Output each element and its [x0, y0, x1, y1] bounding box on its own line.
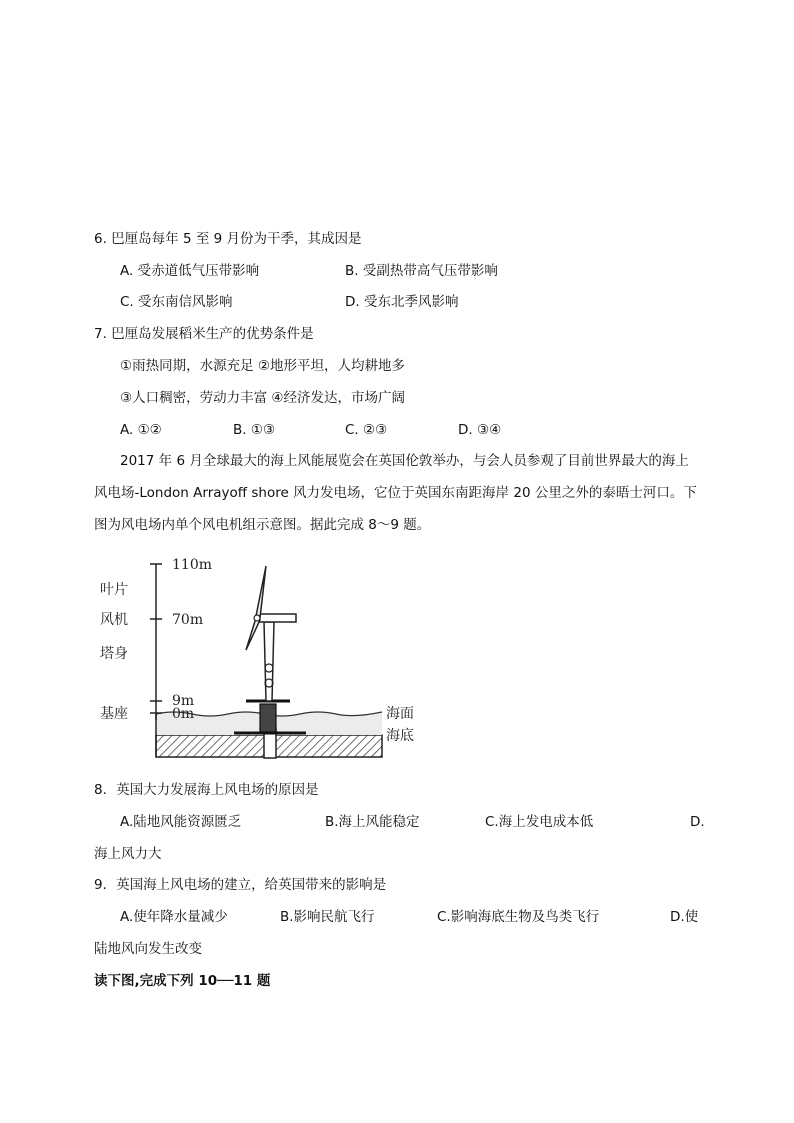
- q7-condition-line-1: ①雨热同期，水源充足 ②地形平坦，人均耕地多: [120, 358, 405, 374]
- q6-option-d: D. 受东北季风影响: [345, 294, 459, 310]
- label-tower: 塔身: [100, 646, 128, 662]
- label-blade: 叶片: [100, 582, 128, 598]
- hub: [254, 615, 260, 621]
- label-base: 基座: [100, 706, 128, 722]
- q6-stem: 6. 巴厘岛每年 5 至 9 月份为干季，其成因是: [94, 231, 362, 247]
- q9-option-a: A.使年降水量减少: [120, 909, 228, 925]
- label-nacelle: 风机: [100, 612, 128, 628]
- q7-option-b: B. ①③: [233, 422, 276, 438]
- q7-option-a: A. ①②: [120, 422, 162, 438]
- q7-option-c: C. ②③: [345, 422, 388, 438]
- q9-stem: 9．英国海上风电场的建立，给英国带来的影响是: [94, 877, 387, 893]
- q8-option-c: C.海上发电成本低: [485, 814, 594, 830]
- q9-option-b: B.影响民航飞行: [280, 909, 375, 925]
- q8-option-b: B.海上风能稳定: [325, 814, 420, 830]
- q6-option-c: C. 受东南信风影响: [120, 294, 233, 310]
- tower: [264, 622, 274, 701]
- q6-option-a: A. 受赤道低气压带影响: [120, 263, 260, 279]
- height-label-70: 70m: [172, 612, 204, 628]
- height-label-0: 0m: [172, 706, 195, 722]
- passage-line-1: 2017 年 6 月全球最大的海上风能展览会在英国伦敦举办，与会人员参观了目前世界最大的海上: [120, 453, 689, 469]
- q7-condition-line-2: ③人口稠密，劳动力丰富 ④经济发达，市场广阔: [120, 390, 405, 406]
- height-label-9: 9m: [172, 693, 195, 709]
- blade-lower: [246, 618, 260, 650]
- label-seabed: 海底: [386, 728, 414, 744]
- passage-line-3: 图为风电场内单个风电机组示意图。据此完成 8～9 题。: [94, 517, 431, 533]
- q8-option-d-text: 海上风力大: [94, 846, 162, 862]
- q7-stem: 7. 巴厘岛发展稻米生产的优势条件是: [94, 326, 314, 342]
- q6-option-b: B. 受副热带高气压带影响: [345, 263, 498, 279]
- q8-option-d-prefix: D.: [690, 814, 705, 830]
- blade-upper: [256, 566, 266, 618]
- q9-option-c: C.影响海底生物及鸟类飞行: [437, 909, 600, 925]
- q7-option-d: D. ③④: [458, 422, 502, 438]
- next-section-instruction: 读下图,完成下列 10──11 题: [94, 973, 271, 989]
- q9-option-d-prefix: D.使: [670, 909, 699, 925]
- wind-turbine-diagram: [94, 550, 439, 762]
- q9-option-d-text: 陆地风向发生改变: [94, 941, 202, 957]
- q8-option-a: A.陆地风能资源匮乏: [120, 814, 242, 830]
- nacelle: [258, 614, 296, 622]
- label-sea-surface: 海面: [386, 706, 414, 722]
- passage-line-2: 风电场-London Arrayoff shore 风力发电场，它位于英国东南距海岸 20 公里之外的泰晤士河口。下: [94, 485, 697, 501]
- height-label-110: 110m: [172, 557, 212, 573]
- base-block: [260, 704, 276, 732]
- q8-stem: 8．英国大力发展海上风电场的原因是: [94, 782, 319, 798]
